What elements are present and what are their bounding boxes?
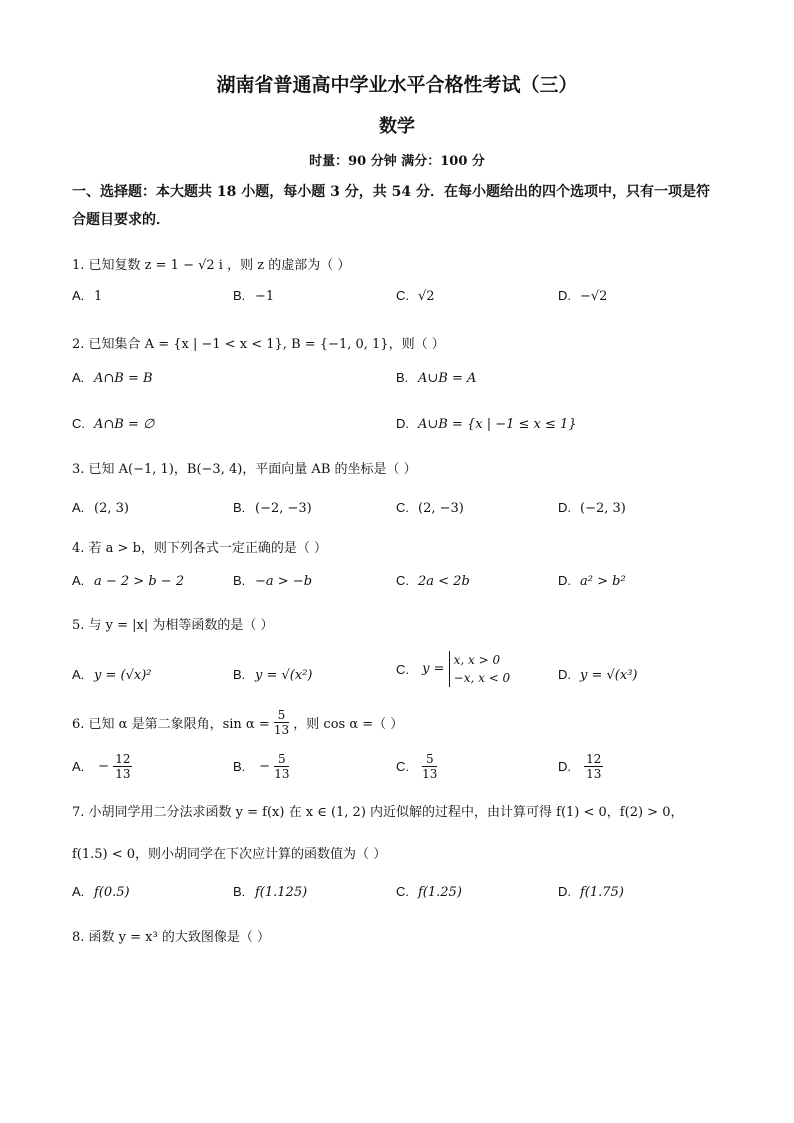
q5-option-d: D. y = √(x³) [558, 667, 638, 683]
q6-option-b: B. − $\frac{5}{13}$ [233, 752, 290, 781]
q4-option-b: B. −a > −b [233, 573, 313, 589]
question-2-stem: 2. 已知集合 A = {x | −1 < x < 1}, B = {−1, 0, 1}，则（ ） [72, 337, 445, 352]
question-3-stem: 3. 已知 A(−1, 1)，B(−3, 4)，平面向量 AB 的坐标是（ ） [72, 462, 417, 477]
q7-option-a: A. f(0.5) [72, 884, 130, 900]
q2-option-d: D. A∪B = {x | −1 ≤ x ≤ 1} [396, 416, 577, 432]
question-8-stem: 8. 函数 y = x³ 的大致图像是（ ） [72, 930, 270, 945]
q7-option-b: B. f(1.125) [233, 884, 308, 900]
q3-option-d: D. (−2, 3) [558, 500, 626, 516]
question-1-stem: 1. 已知复数 z = 1 − √2 i ，则 z 的虚部为（ ） [72, 258, 351, 273]
q1-option-c: C. √2 [396, 288, 435, 304]
exam-title: 湖南省普通高中学业水平合格性考试（三） [216, 74, 578, 96]
q3-option-b: B. (−2, −3) [233, 500, 312, 516]
exam-meta: 时量：90 分钟 满分：100 分 [309, 154, 485, 169]
q4-option-a: A. a − 2 > b − 2 [72, 573, 185, 589]
question-4-stem: 4. 若 a > b，则下列各式一定正确的是（ ） [72, 541, 328, 556]
q4-option-c: C. 2a < 2b [396, 573, 470, 589]
q5-option-c: C. y = x, x > 0 −x, x < 0 [396, 653, 511, 685]
q2-option-a: A. A∩B = B [72, 370, 153, 386]
q1-option-a: A. 1 [72, 288, 103, 304]
subject-title: 数学 [379, 116, 415, 137]
q2-option-c: C. A∩B = ∅ [72, 416, 155, 432]
section-heading: 一、选择题：本大题共 18 小题，每小题 3 分，共 54 分．在每小题给出的四个选项中，只有一项是符合题目要求的． [72, 184, 710, 228]
q7-option-d: D. f(1.75) [558, 884, 624, 900]
q6-option-a: A. − $\frac{12}{13}$ [72, 752, 131, 781]
q1-option-b: B. −1 [233, 288, 275, 304]
question-7-stem: 7. 小胡同学用二分法求函数 y = f(x) 在 x ∈ (1, 2) 内近似解的过程中，由计算可得 f(1) < 0，f(2) > 0， [72, 805, 684, 820]
q7-option-c: C. f(1.25) [396, 884, 462, 900]
q6-stem-fraction: $\frac{5}{13}$ [273, 708, 290, 737]
q6-option-d: D. $\frac{12}{13}$ [558, 752, 602, 781]
q2-option-b: B. A∪B = A [396, 370, 477, 386]
question-6-stem: 6. 已知 α 是第二象限角，sin α = $\frac{5}{13}$ ，则 cos α =（ ） [72, 708, 404, 737]
q5-option-a: A. y = (√x)² [72, 667, 152, 683]
q3-option-a: A. (2, 3) [72, 500, 129, 516]
question-7-stem-continued: f(1.5) < 0，则小胡同学在下次应计算的函数值为（ ） [72, 847, 387, 862]
question-5-stem: 5. 与 y = |x| 为相等函数的是（ ） [72, 618, 274, 633]
q4-option-d: D. a² > b² [558, 573, 626, 589]
q3-option-c: C. (2, −3) [396, 500, 464, 516]
piecewise-brace: x, x > 0 −x, x < 0 [449, 651, 511, 687]
q5-option-b: B. y = √(x²) [233, 667, 313, 683]
q1-option-d: D. −√2 [558, 288, 608, 304]
q6-option-c: C. $\frac{5}{13}$ [396, 752, 438, 781]
